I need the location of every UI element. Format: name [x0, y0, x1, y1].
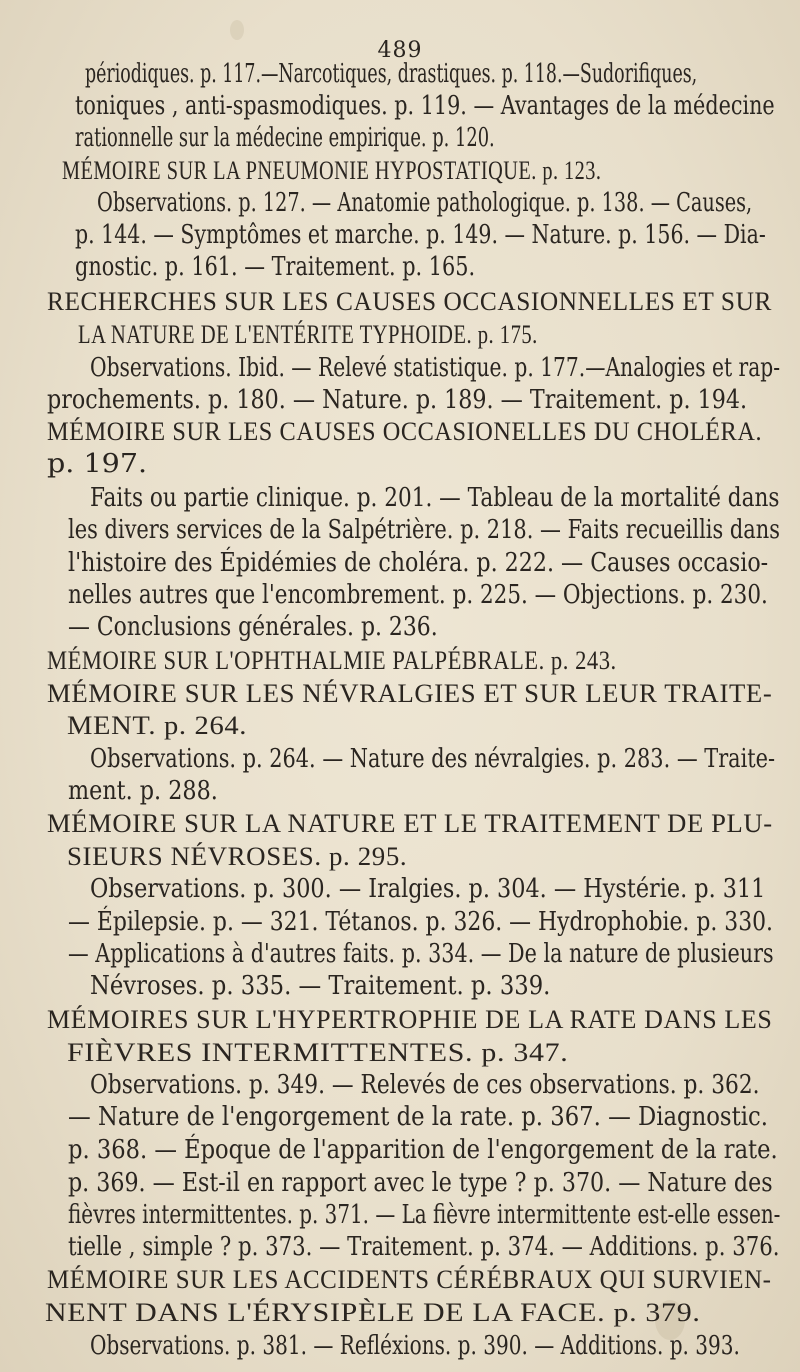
text-line: gnostic. p. 161. — Traitement. p. 165. [75, 252, 476, 282]
text-line: Névroses. p. 335. — Traitement. p. 339. [90, 971, 551, 1001]
text-line: p. 144. — Symptômes et marche. p. 149. — Nature. p. 156. — Dia- [75, 220, 766, 250]
text-line: p. 197. [47, 449, 148, 479]
text-line: — Épilepsie. p. — 321. Tétanos. p. 326. — Hydrophobie. p. 330. [68, 907, 774, 937]
section-heading-line: MÉMOIRE SUR LES ACCIDENTS CÉRÉBRAUX QUI SURVIEN- [47, 1265, 772, 1294]
text-line: — Nature de l'engorgement de la rate. p. 367. — Diagnostic. [68, 1102, 768, 1132]
section-heading-line: MÉMOIRE SUR LA PNEUMONIE HYPOSTATIQUE. p. 123. [62, 156, 602, 185]
text-line: les divers services de la Salpétrière. p. 218. — Faits recueillis dans [68, 515, 780, 545]
section-heading-line: MÉMOIRE SUR LES NÉVRALGIES ET SUR LEUR TRAITE- [47, 679, 773, 708]
text-line: tielle , simple ? p. 373. — Traitement. p. 374. — Additions. p. 376. [68, 1232, 780, 1262]
section-heading-line: MÉMOIRES SUR L'HYPERTROPHIE DE LA RATE DANS LES [47, 1005, 773, 1034]
text-line: toniques , anti-spasmodiques. p. 119. — Avantages de la médecine [75, 91, 775, 121]
text-line: prochements. p. 180. — Nature. p. 189. — Traitement. p. 194. [47, 385, 748, 415]
text-line: ment. p. 288. [68, 776, 218, 806]
text-line: Observations. p. 349. — Relevés de ces observations. p. 362. [90, 1070, 760, 1100]
section-heading-line: MÉMOIRE SUR L'OPHTHALMIE PALPÉBRALE. p. 243. [47, 646, 617, 675]
text-line: Observations. p. 127. — Anatomie pathologique. p. 138. — Causes, [97, 188, 753, 218]
text-line: — Applications à d'autres faits. p. 334. — De la nature de plusieurs [68, 939, 774, 969]
ink-stain [230, 20, 244, 40]
section-heading-line: MÉMOIRE SUR LA NATURE ET LE TRAITEMENT DE PLU- [47, 809, 773, 838]
text-line: l'histoire des Épidémies de choléra. p. 222. — Causes occasio- [68, 548, 769, 578]
text-line: Observations. p. 381. — Refléxions. p. 390. — Additions. p. 393. [90, 1331, 740, 1361]
section-heading-line: SIEURS NÉVROSES. p. 295. [67, 842, 408, 871]
page-number: 489 [377, 38, 423, 63]
text-line: — Conclusions générales. p. 236. [68, 612, 438, 642]
section-heading-line: MENT. p. 264. [67, 711, 248, 740]
section-heading-line: LA NATURE DE L'ENTÉRITE TYPHOIDE. p. 175. [78, 320, 538, 349]
section-heading-line: NENT DANS L'ÉRYSIPÈLE DE LA FACE. p. 379. [45, 1298, 701, 1327]
text-line: p. 368. — Époque de l'apparition de l'engorgement de la rate. [68, 1135, 778, 1165]
text-line: Observations. p. 264. — Nature des névralgies. p. 283. — Traite- [90, 744, 776, 774]
text-line: p. 369. — Est-il en rapport avec le type ? p. 370. — Nature des [68, 1168, 773, 1198]
text-line: Faits ou partie clinique. p. 201. — Tableau de la mortalité dans [90, 483, 780, 513]
text-line: Observations. p. 300. — Iralgies. p. 304. — Hystérie. p. 311 [90, 874, 766, 904]
text-line: périodiques. p. 117.—Narcotiques, drastiques. p. 118.—Sudorifiques, [85, 59, 698, 89]
text-line: rationnelle sur la médecine empirique. p. 120. [75, 123, 495, 153]
text-line: nelles autres que l'encombrement. p. 225. — Objections. p. 230. [68, 580, 768, 610]
section-heading-line: MÉMOIRE SUR LES CAUSES OCCASIONELLES DU CHOLÉRA. [47, 417, 763, 446]
section-heading-line: FIÈVRES INTERMITTENTES. p. 347. [67, 1038, 569, 1067]
text-line: Observations. Ibid. — Relevé statistique. p. 177.—Analogies et rap- [90, 353, 781, 383]
section-heading-line: RECHERCHES SUR LES CAUSES OCCASIONNELLES ET SUR [47, 287, 772, 316]
text-line: fièvres intermittentes. p. 371. — La fièvre intermittente est-elle essen- [68, 1200, 781, 1230]
